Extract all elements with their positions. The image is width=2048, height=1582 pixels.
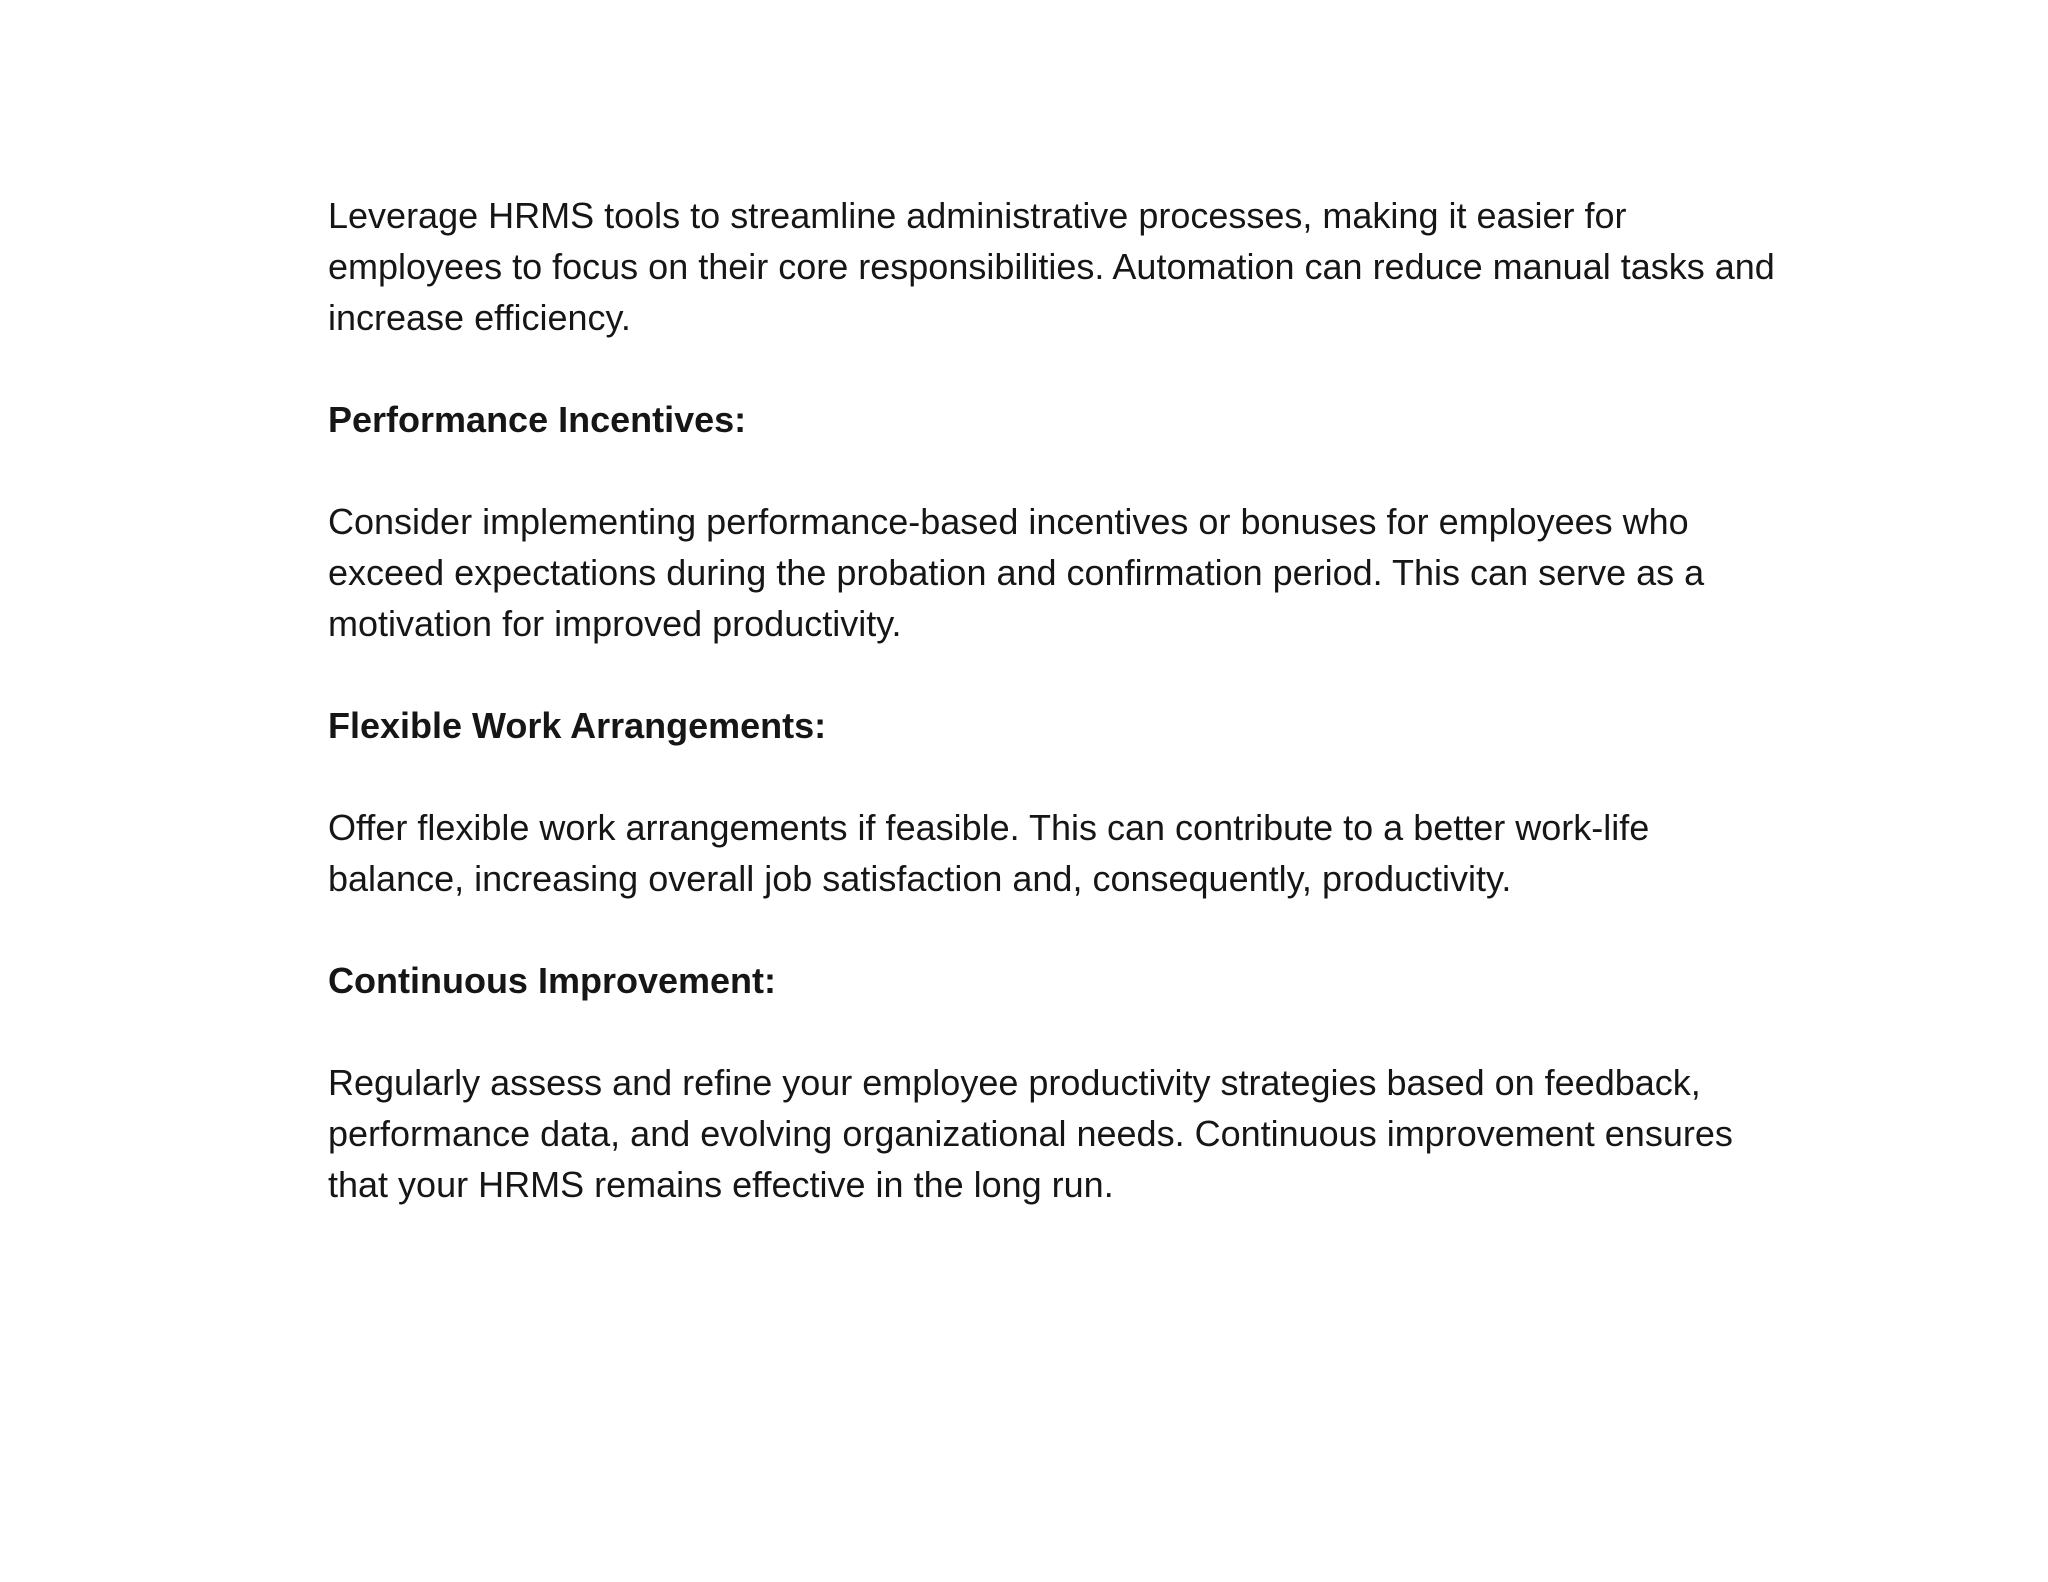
paragraph-hrms-tools bbox=[328, 190, 1888, 343]
text-line: Consider implementing performance-based incentives or bonuses for employees who bbox=[328, 501, 1689, 542]
text-line: performance data, and evolving organizational needs. Continuous improvement ensures bbox=[328, 1113, 1733, 1154]
text-line: employees to focus on their core responsibilities. Automation can reduce manual tasks and bbox=[328, 246, 1775, 287]
text-line: that your HRMS remains effective in the long run. bbox=[328, 1164, 1114, 1205]
heading-performance-incentives: Performance Incentives: bbox=[328, 399, 747, 440]
paragraph-performance-incentives bbox=[328, 496, 1888, 649]
paragraph-continuous-improvement bbox=[328, 1057, 1888, 1210]
text-line: Leverage HRMS tools to streamline administrative processes, making it easier for bbox=[328, 195, 1627, 236]
heading-continuous-improvement: Continuous Improvement: bbox=[328, 960, 776, 1001]
text-line: increase efficiency. bbox=[328, 297, 631, 338]
text-line: Regularly assess and refine your employee productivity strategies based on feedback, bbox=[328, 1062, 1701, 1103]
text-line: motivation for improved productivity. bbox=[328, 603, 902, 644]
text-line: exceed expectations during the probation and confirmation period. This can serve as a bbox=[328, 552, 1705, 593]
text-line: balance, increasing overall job satisfaction and, consequently, productivity. bbox=[328, 858, 1512, 899]
heading-flexible-work-arrangements: Flexible Work Arrangements: bbox=[328, 705, 827, 746]
document-body bbox=[328, 190, 1888, 1261]
text-line: Offer flexible work arrangements if feasible. This can contribute to a better work-life bbox=[328, 807, 1650, 848]
paragraph-flexible-work-arrangements bbox=[328, 802, 1888, 904]
